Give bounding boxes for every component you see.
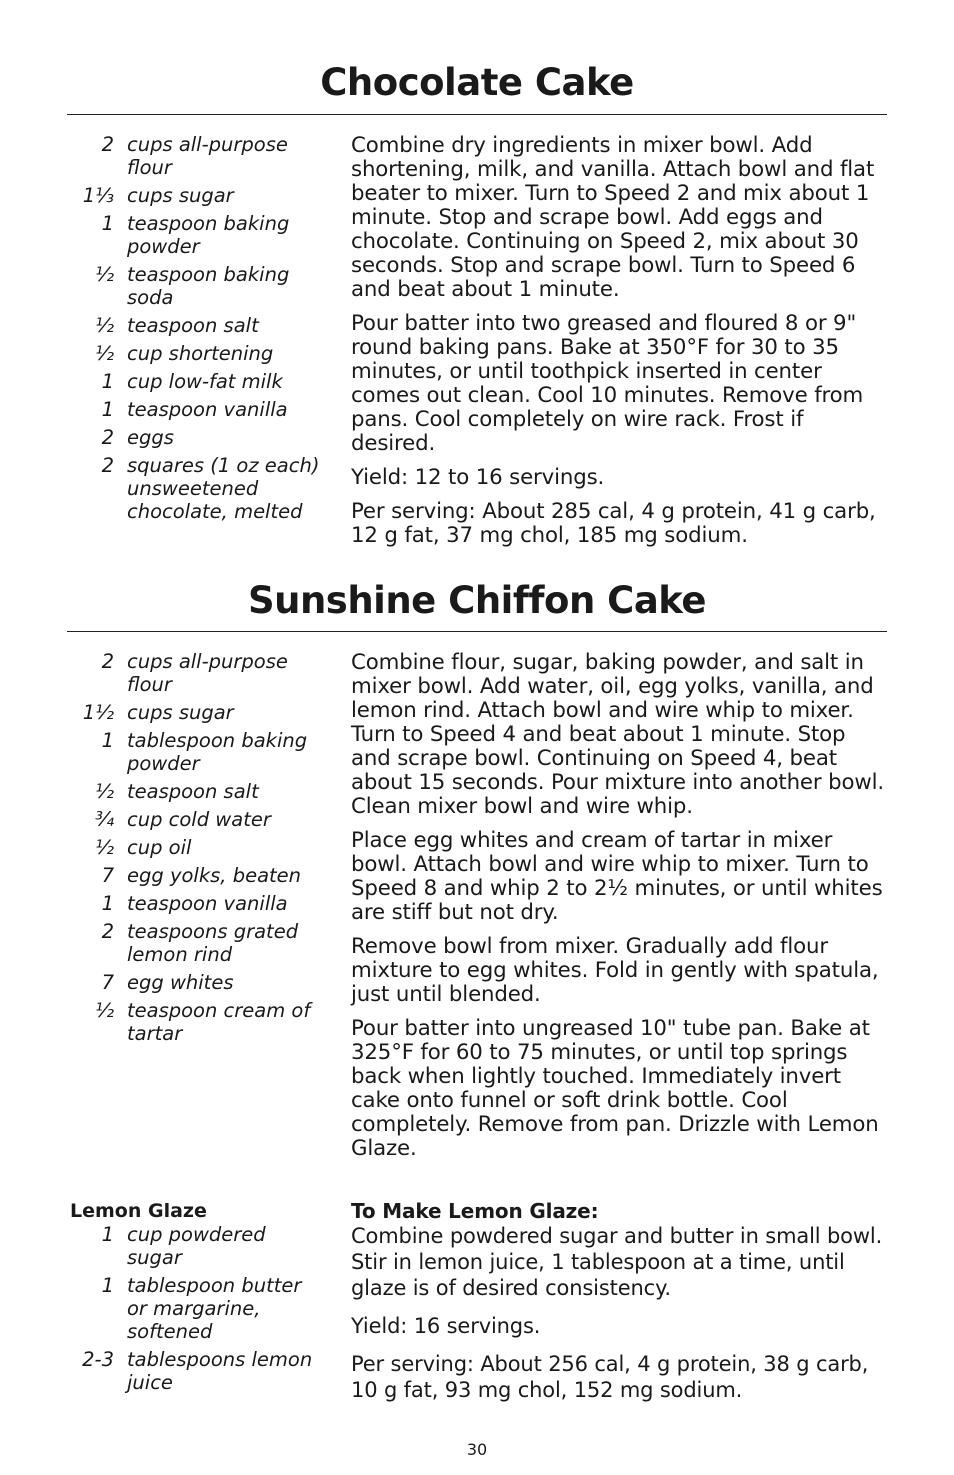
ingredient-list-chiffon-cake: [68, 650, 320, 1050]
title-divider: [67, 631, 887, 632]
directions-lemon-glaze: [351, 1199, 891, 1415]
direction-paragraph: Combine dry ingredients in mixer bowl. Add shortening, milk, and vanilla. Attach bowl and flat beater to mixer. Turn to Speed 2 and mix about 1 minute. Stop and scrape bowl. Add eggs and chocolate. Continuing on Speed 2, mix about 30 seconds. Stop and scrape bowl. Turn to Speed 6 and beat about 1 minute.: [351, 133, 875, 302]
nutrition-text: Per serving: About 256 cal, 4 g protein, 38 g carb, 10 g fat, 93 mg chol, 152 mg sodium.: [351, 1352, 869, 1402]
yield-text: Yield: 16 servings.: [351, 1314, 541, 1338]
ingredient-item: 2-3 tablespoons lemon juice: [82, 1348, 313, 1394]
nutrition-text: Per serving: About 285 cal, 4 g protein, 41 g carb, 12 g fat, 37 mg chol, 185 mg sodium.: [351, 499, 876, 548]
ingredient-item: 2 squares (1 oz each) unsweetened chocolate, melted: [101, 454, 320, 523]
ingredient-item: 1 teaspoon baking powder: [101, 212, 290, 258]
ingredient-item: 1 tablespoon baking powder: [101, 729, 308, 775]
ingredient-item: 1⅓ cups sugar: [82, 184, 234, 207]
direction-paragraph: Pour batter into two greased and floured 8 or 9" round baking pans. Bake at 350°F for 30 to 35 minutes, or until toothpick inserted in center comes out clean. Cool 10 minutes. Remove from pans. Cool completely on wire rack. Frost if desired.: [351, 311, 864, 456]
ingredient-item: 7 egg yolks, beaten: [101, 864, 302, 887]
page-number: 30: [466, 1440, 488, 1459]
ingredient-list-chocolate-cake: [68, 133, 320, 528]
recipe-title-chocolate-cake: Chocolate Cake: [320, 61, 634, 104]
directions-chiffon-cake: [351, 651, 891, 1171]
ingredient-item: 1 cup powdered sugar: [101, 1223, 266, 1269]
ingredient-item: ½ teaspoon salt: [95, 314, 259, 337]
ingredient-item: 2 eggs: [101, 426, 174, 449]
ingredient-item: 1½ cups sugar: [82, 701, 234, 724]
title-divider: [67, 114, 887, 115]
yield-text: Yield: 12 to 16 servings.: [351, 465, 605, 490]
ingredient-item: 2 teaspoons grated lemon rind: [101, 920, 299, 966]
ingredient-item: 1 teaspoon vanilla: [101, 892, 288, 915]
ingredient-item: 2 cups all-purpose flour: [101, 133, 288, 179]
ingredient-item: ½ teaspoon cream of tartar: [95, 999, 311, 1045]
ingredient-item: 1 tablespoon butter or margarine, softened: [101, 1274, 302, 1343]
direction-paragraph: Combine flour, sugar, baking powder, and salt in mixer bowl. Add water, oil, egg yolks, vanilla, and lemon rind. Attach bowl and wire whip to mixer. Turn to Speed 4 and beat about 1 minute. Stop and scrape bowl. Continuing on Speed 4, beat about 15 seconds. Pour mixture into another bowl. Clean mixer bowl and wire whip.: [351, 650, 885, 819]
ingredient-item: ¾ cup cold water: [95, 808, 271, 831]
direction-paragraph: Pour batter into ungreased 10" tube pan. Bake at 325°F for 60 to 75 minutes, or until top springs back when lightly touched. Immediately invert cake onto funnel or soft drink bottle. Cool completely. Remove from pan. Drizzle with Lemon Glaze.: [351, 1016, 879, 1161]
direction-paragraph: Remove bowl from mixer. Gradually add flour mixture to egg whites. Fold in gently with spatula, just until blended.: [351, 934, 879, 1007]
ingredient-item: 1 cup low-fat milk: [101, 370, 283, 393]
ingredient-item: 7 egg whites: [101, 971, 234, 994]
lemon-glaze-directions-heading: To Make Lemon Glaze:: [351, 1199, 599, 1223]
lemon-glaze-heading: Lemon Glaze: [70, 1200, 207, 1222]
ingredient-item: ½ teaspoon salt: [95, 780, 259, 803]
ingredient-item: ½ teaspoon baking soda: [95, 263, 290, 309]
direction-paragraph: Place egg whites and cream of tartar in mixer bowl. Attach bowl and wire whip to mixer. Turn to Speed 8 and whip 2 to 2½ minutes, or until whites are stiff but not dry.: [351, 828, 883, 925]
directions-chocolate-cake: [351, 134, 891, 558]
ingredient-item: 1 teaspoon vanilla: [101, 398, 288, 421]
ingredient-item: ½ cup shortening: [95, 342, 274, 365]
ingredient-list-lemon-glaze: [68, 1223, 320, 1399]
ingredient-item: 2 cups all-purpose flour: [101, 650, 288, 696]
recipe-title-sunshine-chiffon-cake: Sunshine Chiffon Cake: [247, 579, 707, 622]
direction-paragraph: Combine powdered sugar and butter in small bowl. Stir in lemon juice, 1 tablespoon at a time, until glaze is of desired consistency.: [351, 1224, 883, 1300]
ingredient-item: ½ cup oil: [95, 836, 192, 859]
